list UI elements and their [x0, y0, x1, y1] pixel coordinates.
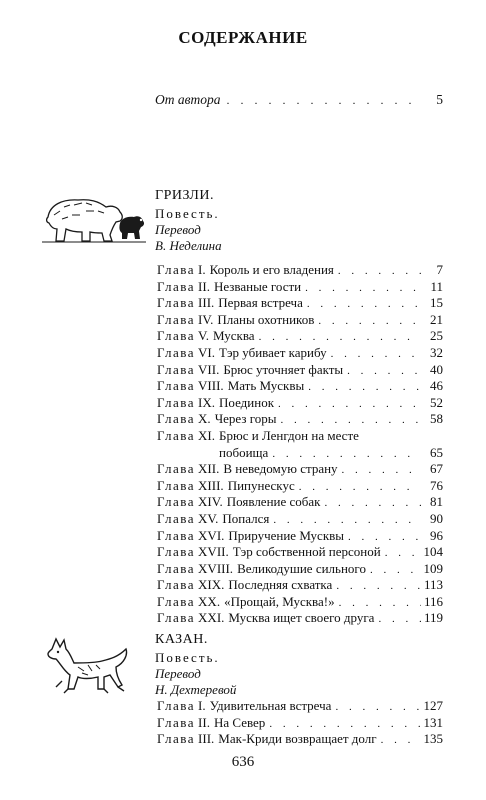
chapter-label: Глава: [157, 411, 196, 427]
chapter-number: XVII.: [198, 544, 229, 560]
chapter-page: 96: [430, 527, 443, 543]
chapter-title: Первая встреча: [218, 295, 303, 311]
toc-entry-chapter[interactable]: [157, 511, 443, 528]
leader-dots: [370, 562, 421, 579]
chapter-number: VII.: [198, 361, 220, 377]
author-note-page: 5: [436, 92, 443, 107]
chapter-label: Глава: [157, 378, 196, 394]
chapter-label: Глава: [157, 714, 196, 730]
toc-entry-chapter[interactable]: [157, 345, 443, 362]
chapter-title: Король и его владения: [209, 262, 334, 277]
chapter-number: XIV.: [198, 494, 223, 510]
chapter-number: II.: [198, 714, 210, 730]
chapter-page: 25: [430, 328, 443, 344]
chapter-title: Незваные гости: [213, 278, 302, 294]
toc-entry-chapter[interactable]: [157, 577, 443, 594]
wolfdog-illustration: [38, 635, 138, 695]
leader-dots: [307, 296, 421, 313]
chapter-label: Глава: [157, 577, 196, 593]
leader-dots: [335, 699, 421, 716]
chapter-title: В неведомую страну: [223, 461, 338, 477]
chapter-title: Мусква: [213, 328, 255, 344]
toc-entry-chapter[interactable]: [157, 378, 443, 395]
chapter-page: 90: [430, 510, 443, 526]
chapter-title: Брюс уточняет факты: [223, 361, 344, 377]
chapter-title: Приручение Мусквы: [228, 527, 345, 543]
chapter-number: VI.: [198, 344, 216, 360]
chapter-title: Через горы: [214, 411, 277, 427]
chapter-page: 131: [423, 714, 443, 730]
chapter-number: XIX.: [198, 577, 225, 593]
chapter-label: Глава: [157, 311, 196, 327]
chapter-page: 81: [430, 494, 443, 510]
chapter-title: Тэр собственной персоной: [232, 544, 381, 560]
chapter-label: Глава: [157, 328, 196, 344]
translator-label: Перевод: [155, 666, 201, 681]
leader-dots: [272, 446, 421, 463]
chapter-label: Глава: [157, 560, 196, 576]
chapter-number: III.: [198, 731, 215, 747]
toc-entry-chapter[interactable]: [157, 610, 443, 627]
chapter-page: 7: [436, 262, 443, 277]
chapter-number: XI.: [198, 427, 216, 443]
chapter-number: XII.: [198, 461, 220, 477]
section-kind: Повесть.: [155, 206, 220, 221]
chapter-number: I.: [198, 698, 206, 713]
chapter-number: XX.: [198, 593, 221, 609]
chapter-title: Мусква ищет своего друга: [228, 610, 375, 626]
leader-dots: [308, 379, 421, 396]
translator-name: Н. Дехтеревой: [155, 682, 237, 697]
toc-entry-chapter[interactable]: [157, 295, 443, 312]
page-number: 636: [231, 754, 255, 770]
section-kind: Повесть.: [155, 650, 220, 665]
chapter-title: Попался: [222, 510, 270, 526]
chapter-label: Глава: [157, 510, 196, 526]
chapter-number: XVI.: [198, 527, 225, 543]
leader-dots: [273, 512, 421, 529]
leader-dots: [336, 578, 421, 595]
chapter-page: 119: [423, 610, 443, 626]
chapter-label: Глава: [157, 544, 196, 560]
toc-entry-chapter[interactable]: [157, 312, 443, 329]
leader-dots: [378, 611, 421, 628]
leader-dots: [331, 346, 421, 363]
chapter-title: Планы охотников: [217, 311, 315, 327]
leader-dots: [269, 716, 421, 733]
chapter-label: Глава: [157, 427, 196, 443]
leader-dots: [299, 479, 421, 496]
chapter-label: Глава: [157, 278, 196, 294]
chapter-page: 135: [423, 731, 443, 747]
chapter-label: Глава: [157, 731, 196, 747]
chapter-label: Глава: [157, 295, 196, 311]
toc-entry-chapter[interactable]: [157, 428, 443, 461]
leader-dots: [385, 545, 421, 562]
leader-dots: [318, 313, 421, 330]
chapter-list-grizzly: [157, 262, 443, 627]
chapter-number: XV.: [198, 510, 219, 526]
leader-dots: [348, 529, 421, 546]
chapter-list-kazan: [157, 698, 443, 748]
chapter-number: X.: [198, 411, 211, 427]
chapter-title: Тэр убивает карибу: [219, 344, 327, 360]
chapter-label: Глава: [157, 344, 196, 360]
chapter-title: Поединок: [219, 394, 275, 410]
toc-entry-chapter[interactable]: [157, 328, 443, 345]
toc-entry-chapter[interactable]: [157, 262, 443, 279]
toc-entry-chapter[interactable]: [157, 461, 443, 478]
leader-dots: [381, 732, 421, 749]
chapter-page: 67: [430, 461, 443, 477]
chapter-title: Мать Мусквы: [227, 378, 305, 394]
toc-entry-chapter[interactable]: [157, 362, 443, 379]
chapter-page: 58: [430, 411, 443, 427]
chapter-page: 46: [430, 378, 443, 394]
leader-dots: [259, 329, 421, 346]
chapter-title: Пипунескус: [227, 477, 295, 493]
chapter-number: V.: [198, 328, 210, 344]
toc-entry-chapter[interactable]: [157, 279, 443, 296]
chapter-page: 116: [423, 593, 443, 609]
chapter-page: 11: [430, 278, 443, 294]
chapter-number: XVIII.: [198, 560, 234, 576]
chapter-label: Глава: [157, 262, 196, 277]
chapter-page: 113: [423, 577, 443, 593]
chapter-page: 32: [430, 344, 443, 360]
leader-dots: [324, 495, 421, 512]
chapter-title: Брюс и Ленгдон на месте: [219, 427, 359, 443]
section-title-grizzly: ГРИЗЛИ.: [155, 188, 214, 203]
chapter-label: Глава: [157, 361, 196, 377]
toc-entry-chapter[interactable]: [157, 731, 443, 748]
chapter-number: XIII.: [198, 477, 224, 493]
chapter-title-continued: побоища: [219, 444, 269, 460]
chapter-page: 52: [430, 394, 443, 410]
author-note-title: От автора: [155, 92, 221, 107]
leader-dots: [226, 93, 421, 108]
toc-entry-chapter[interactable]: [157, 478, 443, 495]
chapter-title: Мак-Криди возвращает долг: [218, 731, 377, 747]
translator-label: Перевод: [155, 222, 201, 237]
chapter-title: Появление собак: [226, 494, 321, 510]
chapter-page: 40: [430, 361, 443, 377]
chapter-page: 15: [430, 295, 443, 311]
toc-entry-chapter[interactable]: [157, 494, 443, 511]
toc-entry-chapter[interactable]: [157, 594, 443, 611]
chapter-page: 127: [423, 698, 443, 713]
chapter-label: Глава: [157, 610, 196, 626]
bear-illustration: [40, 185, 150, 245]
toc-entry-chapter[interactable]: [157, 528, 443, 545]
chapter-label: Глава: [157, 593, 196, 609]
chapter-title: На Север: [213, 714, 266, 730]
page-heading: СОДЕРЖАНИЕ: [178, 28, 308, 47]
chapter-page: 76: [430, 477, 443, 493]
section-title-kazan: КАЗАН.: [155, 632, 208, 647]
leader-dots: [280, 412, 421, 429]
chapter-title: Удивительная встреча: [209, 698, 332, 713]
chapter-label: Глава: [157, 527, 196, 543]
chapter-number: VIII.: [198, 378, 224, 394]
chapter-number: III.: [198, 295, 215, 311]
toc-entry-author-note[interactable]: [155, 92, 443, 108]
leader-dots: [338, 263, 421, 280]
chapter-number: IV.: [198, 311, 214, 327]
chapter-number: IX.: [198, 394, 216, 410]
translator-name: В. Неделина: [155, 238, 222, 253]
chapter-title: «Прощай, Мусква!»: [224, 593, 335, 609]
leader-dots: [347, 363, 421, 380]
chapter-label: Глава: [157, 698, 196, 713]
toc-entry-chapter[interactable]: [157, 715, 443, 732]
chapter-number: XXI.: [198, 610, 225, 626]
chapter-number: I.: [198, 262, 206, 277]
chapter-label: Глава: [157, 477, 196, 493]
toc-entry-chapter[interactable]: [157, 395, 443, 412]
chapter-page: 21: [430, 311, 443, 327]
leader-dots: [305, 280, 421, 297]
leader-dots: [278, 396, 421, 413]
chapter-label: Глава: [157, 461, 196, 477]
chapter-label: Глава: [157, 494, 196, 510]
leader-dots: [342, 462, 421, 479]
chapter-title: Великодушие сильного: [237, 560, 366, 576]
leader-dots: [339, 595, 421, 612]
toc-entry-chapter[interactable]: [157, 411, 443, 428]
chapter-label: Глава: [157, 394, 196, 410]
toc-entry-chapter[interactable]: [157, 698, 443, 715]
chapter-page: 104: [423, 544, 443, 560]
chapter-title: Последняя схватка: [228, 577, 333, 593]
chapter-number: II.: [198, 278, 210, 294]
chapter-page: 109: [423, 560, 443, 576]
toc-entry-chapter[interactable]: [157, 544, 443, 561]
chapter-page: 65: [430, 444, 443, 460]
toc-entry-chapter[interactable]: [157, 561, 443, 578]
